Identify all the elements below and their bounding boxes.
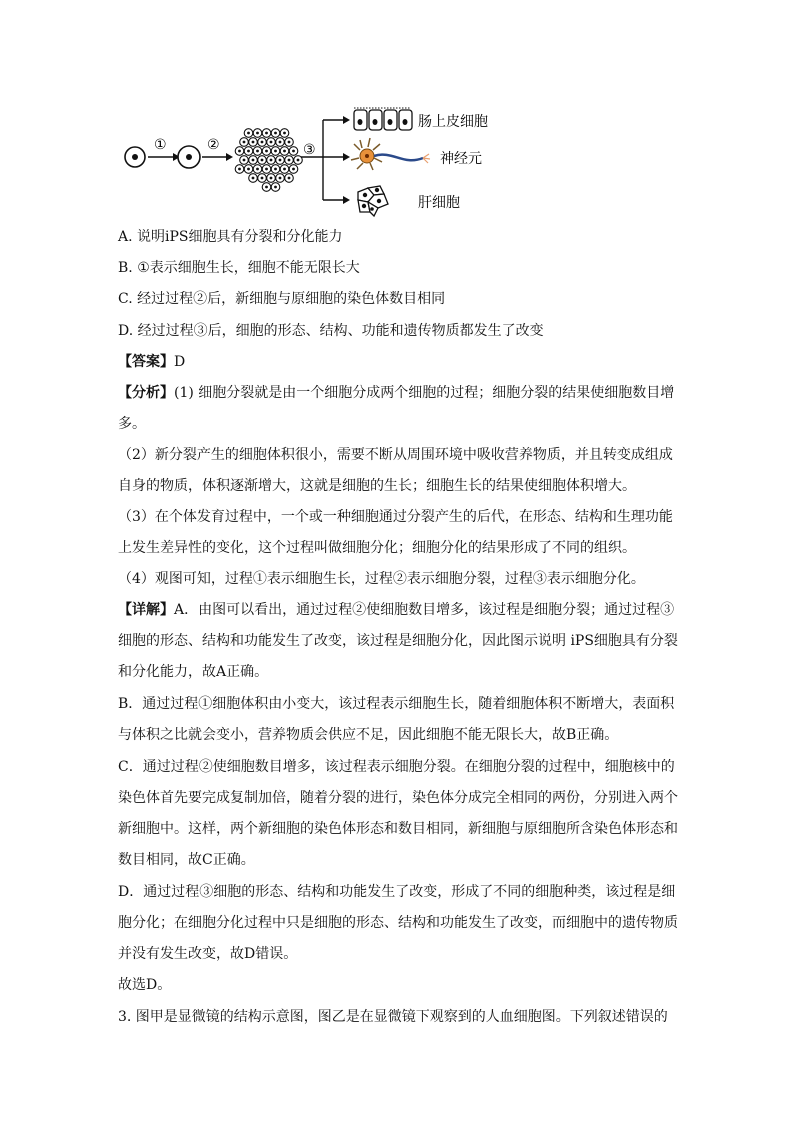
single-cell-small xyxy=(125,147,145,167)
single-cell-large xyxy=(178,146,200,168)
cluster-cell-nucleus xyxy=(274,186,277,189)
answer-line xyxy=(118,352,185,372)
cluster-cell-nucleus xyxy=(283,150,286,153)
label-neuron: 神经元 xyxy=(440,151,482,167)
option-d: D. 经过过程③后，细胞的形态、结构、功能和遗传物质都发生了改变 xyxy=(118,323,544,339)
arrow-step-3 xyxy=(301,116,350,204)
cell-process-diagram xyxy=(118,100,518,220)
cluster-cell-nucleus xyxy=(279,159,282,162)
cluster-cell-nucleus xyxy=(279,141,282,144)
cluster-cell-nucleus xyxy=(283,168,286,171)
liver-cells-icon xyxy=(358,186,388,216)
cluster-cell-nucleus xyxy=(292,168,295,171)
detail-a xyxy=(118,595,678,688)
cluster-cell-nucleus xyxy=(261,177,264,180)
cluster-cell-nucleus xyxy=(288,159,291,162)
cluster-cell-nucleus xyxy=(274,132,277,135)
cluster-cell-nucleus xyxy=(283,132,286,135)
cluster-cell-nucleus xyxy=(265,132,268,135)
cluster-cell-nucleus xyxy=(247,168,250,171)
cluster-cell-nucleus xyxy=(252,159,255,162)
option-a: A. 说明iPS细胞具有分裂和分化能力 xyxy=(118,229,343,245)
cell-cluster xyxy=(235,129,302,192)
conclusion: 故选D。 xyxy=(118,977,172,993)
next-question: 3. 图甲是显微镜的结构示意图，图乙是在显微镜下观察到的人血细胞图。下列叙述错误的 xyxy=(118,1009,668,1025)
cluster-cell-nucleus xyxy=(274,150,277,153)
answer-value: D xyxy=(174,354,186,370)
cluster-cell-nucleus xyxy=(279,177,282,180)
analysis-p1-text: (1) 细胞分裂就是由一个细胞分成两个细胞的过程；细胞分裂的结果使细胞数目增多。 xyxy=(118,385,675,432)
cluster-cell-nucleus xyxy=(256,168,259,171)
arrow-step-1 xyxy=(148,153,180,161)
answer-tag: 【答案】 xyxy=(118,354,174,370)
analysis-p4: （4）观图可知，过程①表示细胞生长，过程②表示细胞分裂，过程③表示细胞分化。 xyxy=(118,571,645,587)
detail-a-text: A．由图可以看出，通过过程②使细胞数目增多，该过程是细胞分裂；通过过程③细胞的形态、结构和功能发生了改变，该过程是细胞分化，因此图示说明 iPS细胞具有分裂和分化能力，故A正确。 xyxy=(118,602,678,680)
cluster-cell-nucleus xyxy=(247,132,250,135)
cluster-cell-nucleus xyxy=(292,150,295,153)
cluster-cell-nucleus xyxy=(238,150,241,153)
intestinal-epithelial-cells-icon xyxy=(354,108,412,130)
neuron-icon xyxy=(351,138,430,170)
analysis-p2: （2）新分裂产生的细胞体积很小，需要不断从周围环境中吸收营养物质，并且转变成组成自身的物质，体积逐渐增大，这就是细胞的生长；细胞生长的结果使细胞体积增大。 xyxy=(118,447,673,494)
cluster-cell-nucleus xyxy=(261,159,264,162)
option-c: C. 经过过程②后，新细胞与原细胞的染色体数目相同 xyxy=(118,291,446,307)
cluster-cell-nucleus xyxy=(256,150,259,153)
cluster-cell-nucleus xyxy=(270,141,273,144)
cluster-cell-nucleus xyxy=(252,141,255,144)
cluster-cell-nucleus xyxy=(270,177,273,180)
label-liver-cells: 肝细胞 xyxy=(418,195,460,211)
cluster-cell-nucleus xyxy=(288,141,291,144)
cluster-cell-nucleus xyxy=(261,141,264,144)
cluster-cell-nucleus xyxy=(256,132,259,135)
option-b: B. ①表示细胞生长，细胞不能无限长大 xyxy=(118,260,360,276)
detail-d: D．通过过程③细胞的形态、结构和功能发生了改变，形成了不同的细胞种类，该过程是细胞分化；在细胞分化过程中只是细胞的形态、结构和功能发生了改变，而细胞中的遗传物质并没有发生改变，故D错误。 xyxy=(118,884,678,962)
label-intestinal-cells: 肠上皮细胞 xyxy=(418,114,488,130)
cluster-cell-nucleus xyxy=(265,150,268,153)
analysis-tag: 【分析】 xyxy=(118,385,174,401)
cluster-cell-nucleus xyxy=(238,168,241,171)
step-1-label: ① xyxy=(154,137,167,153)
analysis-p3: （3）在个体发育过程中，一个或一种细胞通过分裂产生的后代，在形态、结构和生理功能上发生差异性的变化，这个过程叫做细胞分化；细胞分化的结果形成了不同的组织。 xyxy=(118,509,673,556)
cluster-cell-nucleus xyxy=(274,168,277,171)
detail-b: B．通过过程①细胞体积由小变大，该过程表示细胞生长，随着细胞体积不断增大，表面积与体积之比就会变小，营养物质会供应不足，因此细胞不能无限长大，故B正确。 xyxy=(118,696,675,743)
cluster-cell-nucleus xyxy=(297,159,300,162)
analysis-p1 xyxy=(118,378,678,440)
cluster-cell-nucleus xyxy=(288,177,291,180)
cluster-cell-nucleus xyxy=(247,150,250,153)
step-3-label: ③ xyxy=(303,142,316,158)
cluster-cell-nucleus xyxy=(243,141,246,144)
cluster-cell-nucleus xyxy=(265,168,268,171)
step-2-label: ② xyxy=(207,137,220,153)
cluster-cell-nucleus xyxy=(252,177,255,180)
cluster-cell-nucleus xyxy=(265,186,268,189)
arrow-step-2 xyxy=(202,153,233,161)
cluster-cell-nucleus xyxy=(270,159,273,162)
cluster-cell-nucleus xyxy=(243,159,246,162)
detail-c: C．通过过程②使细胞数目增多，该过程表示细胞分裂。在细胞分裂的过程中，细胞核中的染色体首先要完成复制加倍，随着分裂的进行，染色体分成完全相同的两份，分别进入两个新细胞中。这样，两个新细胞的染色体形态和数目相同，新细胞与原细胞所含染色体形态和数目相同，故C正确。 xyxy=(118,759,678,868)
detail-tag: 【详解】 xyxy=(118,602,174,618)
